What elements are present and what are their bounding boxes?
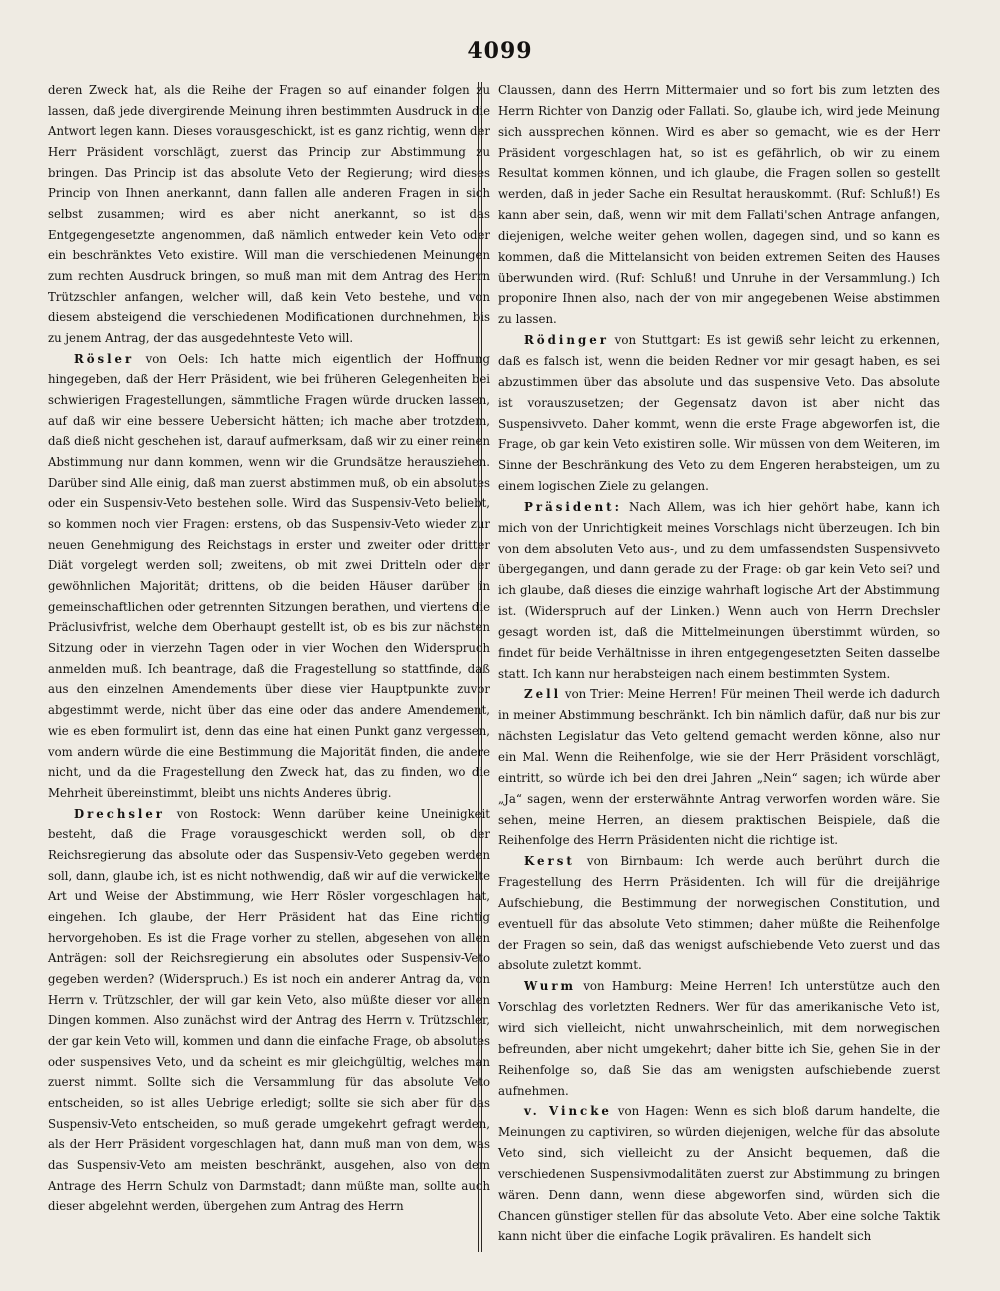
speaker-name: Zell (524, 687, 562, 702)
speech-text: von Stuttgart: Es ist gewiß sehr leicht zu erkennen, daß es falsch ist, wenn die beiden Redner vor mir gesagt haben, es sei abzustimmen über das absolute und das suspensive Veto. Das absolute ist vorauszusetzen; der Gegensatz davon ist aber nicht das Suspensivveto. Daher kommt, wenn die erste Frage abgeworfen ist, die Frage, ob gar kein Veto existiren solle. Wir müssen von dem Weiteren, im Sinne der Beschränkung des Veto zu dem Engeren herabsteigen, um zu einem logischen Ziele zu gelangen. (498, 333, 940, 494)
speech-text: von Trier: Meine Herren! Für meinen Theil werde ich dadurch in meiner Abstimmung beschränkt. Ich bin nämlich dafür, daß nur bis zur nächsten Legislatur das Veto geltend gemacht werden könne, also nur ein Mal. Wenn die Reihenfolge, wie sie der Herr Präsident vorschlägt, eintritt, so würde ich bei den drei Jahren „Nein“ sagen; ich würde aber „Ja“ sagen, wenn der ersterwähnte Antrag verworfen worden wäre. Sie sehen, meine Herren, an diesem praktischen Beispiele, daß die Reihenfolge des Herrn Präsidenten nicht die richtige ist. (498, 687, 940, 848)
right-column (498, 80, 940, 1247)
speech (48, 804, 490, 1217)
speech (498, 1101, 940, 1247)
speaker-name: Präsident: (524, 499, 622, 514)
speaker-name: Wurm (524, 979, 577, 994)
paragraph (498, 80, 940, 330)
speech-text: von Rostock: Wenn darüber keine Uneinigkeit besteht, daß die Frage vorausgeschickt werden soll, ob der Reichsregierung das absolute oder das Suspensiv-Veto gegeben werden soll, dann, glaube ich, ist es nicht nothwendig, daß wir auf die verwickelte Art und Weise der Abstimmung, wie Herr Rösler vorgeschlagen hat, eingehen. Ich glaube, der Herr Präsident hat das Eine richtig hervorgehoben. Es ist die Frage vorher zu stellen, abgesehen von allen Anträgen: soll der Reichsregierung ein absolutes oder Suspensiv-Veto gegeben werden? (Widerspruch.) Es ist noch ein anderer Antrag da, von Herrn v. Trützschler, der will gar kein Veto, also müßte dieser vor allen Dingen kommen. Also zunächst wird der Antrag des Herrn v. Trützschler, der gar kein Veto will, kommen und dann die einfache Frage, ob absolutes oder suspensives Veto, und da scheint es mir gleichgültig, welches man zuerst nimmt. Sollte sich die Versammlung für das absolute Veto entscheiden, so ist alles Uebrige erledigt; sollte sie sich aber für das Suspensiv-Veto entscheiden, so muß gerade umgekehrt gefragt werden, als der Herr Präsident vorgeschlagen hat, dann muß man von dem, was das Suspensiv-Veto am meisten beschränkt, ausgehen, also von dem Antrage des Herrn Schulz von Darmstadt; dann müßte man, sollte auch dieser abgelehnt werden, übergehen zum Antrag des Herrn (48, 806, 490, 1214)
speech (498, 851, 940, 976)
page-number: 4099 (467, 38, 533, 64)
left-column (48, 80, 490, 1217)
paragraph (48, 80, 490, 349)
speaker-name: v. Vincke (524, 1104, 612, 1119)
speech (498, 976, 940, 1101)
speech (48, 349, 490, 804)
speech (498, 497, 940, 685)
speech (498, 330, 940, 497)
speech-text: von Birnbaum: Ich werde auch berührt durch die Fragestellung des Herrn Präsidenten. Ich will für die dreijährige Aufschiebung, die Bestimmung der norwegischen Constitution, und eventuell für das absolute Veto stimmen; daher müßte die Reihenfolge der Fragen so sein, daß das wenigst aufschiebende Veto zuerst und das absolute zuletzt kommt. (498, 854, 940, 973)
speech-text: von Hagen: Wenn es sich bloß darum handelte, die Meinungen zu captiviren, so würden diejenigen, welche für das absolute Veto sind, sich vielleicht zu der Ansicht bequemen, daß die verschiedenen Suspensivmodalitäten zuerst zur Abstimmung zu bringen wären. Denn dann, wenn diese abgeworfen sind, würden sich die Chancen günstiger stellen für das absolute Veto. Aber eine solche Taktik kann nicht über die einfache Logik prävaliren. Es handelt sich (498, 1104, 941, 1244)
speech (498, 684, 940, 851)
speech-text: von Oels: Ich hatte mich eigentlich der Hoffnung hingegeben, daß der Herr Präsident, wie bei früheren Gelegenheiten bei schwierigen Fragestellungen, sämmtliche Fragen würde drucken lassen, auf daß wir eine bessere Uebersicht hätten; ich mache aber trotzdem, daß dieß nicht geschehen ist, darauf aufmerksam, daß wir zu einer reinen Abstimmung nur dann kommen, wenn wir die Grundsätze herausziehen. Darüber sind Alle einig, daß man zuerst abstimmen muß, ob ein absolutes oder ein Suspensiv-Veto bestehen solle. Wird das Suspensiv-Veto beliebt, so kommen noch vier Fragen: erstens, ob das Suspensiv-Veto wieder zur neuen Genehmigung des Reichstags in erster und zweiter oder dritter Diät vorgelegt werden soll; zweitens, ob mit zwei Dritteln oder der gewöhnlichen Majorität; drittens, ob die beiden Häuser darüber in gemeinschaftlichen oder getrennten Sitzungen berathen, und viertens die Präclusivfrist, welche dem Oberhaupt gestellt ist, ob es bis zur nächsten Sitzung oder in vierzehn Tagen oder in vier Wochen den Widerspruch anmelden muß. Ich beantrage, daß die Fragestellung so stattfinde, daß aus den einzelnen Amendements über diese vier Hauptpunkte zuvor abgestimmt werde, nicht über das eine oder das andere Amendement, wie es eben formulirt ist, denn das eine hat einen Punkt ganz vergessen, vom andern würde die eine Bestimmung die Majorität finden, die andere nicht, und da die Fragestellung den Zweck hat, das zu finden, wo die Mehrheit übereinstimmt, bleibt uns nichts Anderes übrig. (48, 351, 490, 800)
speech-text: von Hamburg: Meine Herren! Ich unterstütze auch den Vorschlag des vorletzten Redners. Wer für das amerikanische Veto ist, wird sich vielleicht, nicht unwahrscheinlich, mit dem norwegischen befreunden, aber nicht umgekehrt; daher bitte ich Sie, gehen Sie in der Reihenfolge so, daß Sie das am wenigsten aufschiebende zuerst aufnehmen. (498, 979, 940, 1098)
speaker-name: Kerst (524, 854, 575, 869)
speaker-name: Drechsler (74, 806, 165, 821)
paragraph-text: Claussen, dann des Herrn Mittermaier und so fort bis zum letzten des Herrn Richter von Danzig oder Fallati. So, glaube ich, wird jede Meinung sich aussprechen können. Wird es aber so gemacht, wie es der Herr Präsident vorgeschlagen hat, so ist es gefährlich, ob wir zu einem Resultat kommen können, und ich glaube, die Fragen sollen so gestellt werden, daß in jeder Sache ein Resultat herauskommt. (Ruf: Schluß!) Es kann aber sein, daß, wenn wir mit dem Fallati'schen Antrage anfangen, diejenigen, welche weiter gehen wollen, dagegen sind, und so kann es kommen, daß die Mittelansicht von beiden extremen Seiten des Hauses überwunden wird. (Ruf: Schluß! und Unruhe in der Versammlung.) Ich proponire Ihnen also, nach der von mir angegebenen Weise abstimmen zu lassen. (498, 83, 940, 327)
column-divider (478, 82, 479, 1252)
paragraph-text: deren Zweck hat, als die Reihe der Fragen so auf einander folgen zu lassen, daß jede divergirende Meinung ihren bestimmten Ausdruck in die Antwort legen kann. Dieses vorausgeschickt, ist es ganz richtig, wenn der Herr Präsident vorschlägt, zuerst das Princip zur Abstimmung zu bringen. Das Princip ist das absolute Veto der Regierung; wird dieses Princip von Ihnen anerkannt, dann fallen alle anderen Fragen in sich selbst zusammen; wird es aber nicht anerkannt, so ist das Entgegengesetzte angenommen, daß nämlich entweder kein Veto oder ein beschränktes Veto existire. Will man die verschiedenen Meinungen zum rechten Ausdruck bringen, so muß man mit dem Antrag des Herrn Trützschler anfangen, welcher will, daß kein Veto bestehe, und von diesem absteigend die verschiedenen Modificationen durchnehmen, bis zu jenem Antrag, der das ausgedehnteste Veto will. (48, 83, 490, 346)
speaker-name: Rösler (74, 351, 135, 366)
speech-text: Nach Allem, was ich hier gehört habe, kann ich mich von der Unrichtigkeit meines Vorschlags nicht überzeugen. Ich bin von dem absoluten Veto aus-, und zu dem umfassendsten Suspensivveto übergegangen, und dann gerade zu der Frage: ob gar kein Veto sei? und ich glaube, daß dieses die einzige wahrhaft logische Art der Abstimmung ist. (Widerspruch auf der Linken.) Wenn auch von Herrn Drechsler gesagt worden ist, daß die Mittelmeinungen überstimmt würden, so findet für beide Verhältnisse in ihren entgegengesetzten Seiten dasselbe statt. Ich kann nur herabsteigen nach einem bestimmten System. (498, 499, 940, 681)
speaker-name: Rödinger (524, 333, 609, 348)
